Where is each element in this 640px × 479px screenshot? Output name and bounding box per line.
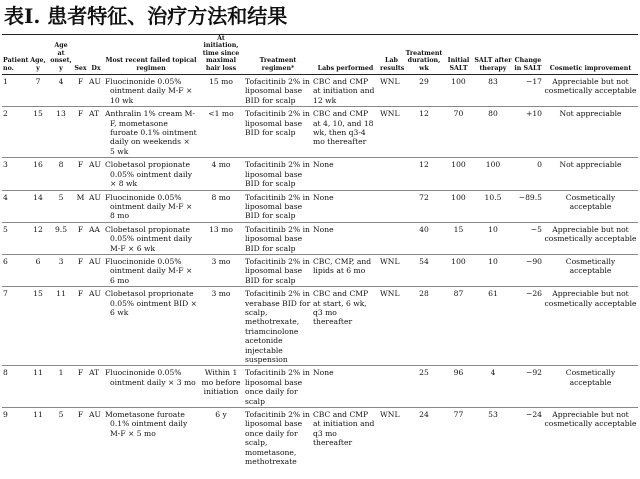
cell-change-in-salt: +10 [513, 107, 543, 158]
cell-dx: AT [88, 107, 104, 158]
cell-time-since-hair-loss: 8 mo [198, 190, 244, 222]
cell-topical-regimen: Fluocinonide 0.05% ointment daily M-F × 10 wk [104, 75, 198, 107]
cell-lab-results [379, 366, 404, 408]
cell-age: 16 [27, 158, 49, 190]
cell-treatment-duration: 25 [404, 366, 444, 408]
cell-initial-salt: 96 [444, 366, 473, 408]
cell-labs-performed: CBC and CMP at initiation and 12 wk [312, 75, 379, 107]
cell-treatment-regimen: Tofacitinib 2% in liposomal base once daily for scalp, mometasone, methotrexate [245, 410, 310, 467]
cell-sex: M [73, 190, 88, 222]
cell-age-at-onset: 5 [49, 190, 73, 222]
table-row [2, 408, 638, 468]
header-age: Age, y [27, 35, 49, 75]
patient-table [2, 34, 638, 467]
cell-age: 11 [27, 366, 49, 408]
cell-treatment-regimen: Tofacitinib 2% in liposomal base BID for scalp [244, 107, 312, 158]
cell-change-in-salt: −5 [513, 222, 543, 254]
cell-sex: F [73, 366, 88, 408]
cell-age-at-onset: 5 [58, 410, 64, 420]
table-row [2, 107, 638, 158]
table-row [2, 287, 638, 366]
cell-sex: F [73, 107, 88, 158]
cell-topical-regimen: Fluocinonide 0.05% ointment daily M-F × 8 mo [104, 190, 198, 222]
cell-sex: F [73, 75, 88, 107]
cell-cosmetic-improvement: Appreciable but not cosmetically acceptable [543, 75, 638, 107]
cell-lab-results: WNL [380, 410, 400, 420]
cell-sex: F [73, 222, 88, 254]
cell-salt-after-therapy: 61 [473, 287, 513, 366]
table-body [2, 75, 638, 468]
table-title-text: 患者特征、治疗方法和结果 [47, 4, 288, 28]
header-time-since-hair-loss: At initiation, time since maximal hair loss [198, 35, 244, 75]
cell-patient-no: 5 [2, 222, 27, 254]
cell-topical-regimen: Fluocinonide 0.05% ointment daily × 3 mo [104, 366, 198, 408]
cell-age: 6 [27, 254, 49, 286]
cell-treatment-duration: 24 [419, 410, 429, 420]
cell-cosmetic-improvement: Appreciable but not cosmetically acceptable [543, 222, 638, 254]
table-title [4, 3, 287, 29]
cell-dx: AU [88, 254, 104, 286]
cell-time-since-hair-loss: 3 mo [198, 287, 244, 366]
cell-lab-results: WNL [379, 287, 404, 366]
header-sex: Sex [73, 35, 88, 75]
cell-dx: AT [88, 366, 104, 408]
cell-initial-salt: 70 [444, 107, 473, 158]
cell-lab-results [379, 190, 404, 222]
cell-labs-performed: None [312, 222, 379, 254]
cell-lab-results [379, 222, 404, 254]
cell-age: 12 [27, 222, 49, 254]
cell-labs-performed: None [312, 158, 379, 190]
cell-salt-after-therapy: 80 [473, 107, 513, 158]
cell-treatment-regimen: Tofacitinib 2% in liposomal base BID for scalp [244, 190, 312, 222]
cell-initial-salt: 77 [453, 410, 464, 420]
table-row [2, 222, 638, 254]
cell-time-since-hair-loss: 13 mo [198, 222, 244, 254]
cell-lab-results: WNL [379, 107, 404, 158]
table-row [2, 75, 638, 107]
cell-labs-performed: CBC, CMP, and lipids at 6 mo [312, 254, 379, 286]
cell-cosmetic-improvement: Not appreciable [543, 107, 638, 158]
header-patient-no: Patient no. [2, 35, 27, 75]
cell-patient-no: 4 [2, 190, 27, 222]
cell-labs-performed: None [312, 366, 379, 408]
cell-patient-no: 9 [3, 410, 8, 420]
header-row [2, 35, 638, 75]
cell-treatment-duration: 54 [404, 254, 444, 286]
cell-salt-after-therapy: 10 [473, 254, 513, 286]
cell-age-at-onset: 13 [49, 107, 73, 158]
cell-treatment-duration: 72 [404, 190, 444, 222]
header-initial-salt: Initial SALT [444, 35, 473, 75]
header-change-in-salt: Change in SALT [513, 35, 543, 75]
cell-time-since-hair-loss: 3 mo [198, 254, 244, 286]
cell-dx: AA [88, 222, 104, 254]
header-dx: Dx [88, 35, 104, 75]
cell-salt-after-therapy: 100 [473, 158, 513, 190]
cell-cosmetic-improvement: Cosmetically acceptable [543, 190, 638, 222]
cell-patient-no: 3 [2, 158, 27, 190]
cell-change-in-salt: −26 [513, 287, 543, 366]
cell-sex: F [73, 287, 88, 366]
header-cosmetic-improvement: Cosmetic improvement [543, 35, 638, 75]
cell-treatment-regimen: Tofacitinib 2% in liposomal base BID for scalp [244, 254, 312, 286]
cell-age: 14 [27, 190, 49, 222]
cell-time-since-hair-loss: 6 y [215, 410, 227, 420]
cell-salt-after-therapy: 53 [488, 410, 498, 420]
cell-time-since-hair-loss: Within 1 mo before initiation [198, 366, 244, 408]
cell-dx: AU [88, 158, 104, 190]
cell-salt-after-therapy: 83 [473, 75, 513, 107]
cell-age-at-onset: 9.5 [49, 222, 73, 254]
cell-treatment-regimen: Tofacitinib 2% in liposomal base BID for scalp [244, 158, 312, 190]
cell-age-at-onset: 8 [49, 158, 73, 190]
cell-change-in-salt: −24 [525, 410, 542, 420]
header-labs-performed: Labs performed [312, 35, 379, 75]
cell-time-since-hair-loss: <1 mo [198, 107, 244, 158]
cell-age: 11 [33, 410, 43, 420]
cell-dx: AU [88, 287, 104, 366]
cell-treatment-duration: 12 [404, 158, 444, 190]
cell-age: 15 [27, 287, 49, 366]
header-treatment-regimen: Treatment regimen* [244, 35, 312, 75]
cell-patient-no: 1 [2, 75, 27, 107]
cell-cosmetic-improvement: Appreciable but not cosmetically acceptable [544, 410, 637, 429]
cell-topical-regimen: Clobetasol propionate 0.05% ointment daily × 8 wk [104, 158, 198, 190]
cell-change-in-salt: −89.5 [513, 190, 543, 222]
cell-age-at-onset: 4 [49, 75, 73, 107]
table-row [2, 366, 638, 408]
header-lab-results: Lab results [379, 35, 404, 75]
cell-labs-performed: CBC and CMP at initiation and q3 mo thereafter [313, 410, 375, 448]
cell-patient-no: 8 [2, 366, 27, 408]
cell-change-in-salt: −92 [513, 366, 543, 408]
table-row [2, 254, 638, 286]
cell-lab-results: WNL [379, 254, 404, 286]
cell-dx: AU [88, 190, 104, 222]
cell-change-in-salt: −90 [513, 254, 543, 286]
cell-patient-no: 7 [2, 287, 27, 366]
cell-treatment-regimen: Tofacitinib 2% in liposomal base once daily for scalp [244, 366, 312, 408]
cell-treatment-duration: 12 [404, 107, 444, 158]
table-title-prefix: 表I. [4, 4, 41, 28]
cell-treatment-duration: 28 [404, 287, 444, 366]
cell-age-at-onset: 3 [49, 254, 73, 286]
cell-salt-after-therapy: 10.5 [473, 190, 513, 222]
cell-lab-results [379, 158, 404, 190]
cell-initial-salt: 100 [444, 158, 473, 190]
cell-sex: F [73, 158, 88, 190]
cell-sex: F [77, 410, 84, 420]
table-row [2, 158, 638, 190]
cell-initial-salt: 100 [444, 254, 473, 286]
cell-labs-performed: CBC and CMP at start, 6 wk, q3 mo thereafter [312, 287, 379, 366]
header-age-at-onset: Age at onset, y [49, 35, 73, 75]
cell-age: 7 [27, 75, 49, 107]
cell-topical-regimen: Clobetasol propionate 0.05% ointment daily M-F × 6 wk [104, 222, 198, 254]
cell-treatment-regimen: Tofacitinib 2% in verabase BID for scalp, methotrexate, triamcinolone acetonide injectable suspension [244, 287, 312, 366]
cell-patient-no: 2 [2, 107, 27, 158]
cell-topical-regimen: Mometasone furoate 0.1% ointment daily M-F × 5 mo [105, 410, 188, 438]
cell-lab-results: WNL [379, 75, 404, 107]
table-row [2, 190, 638, 222]
cell-age-at-onset: 11 [49, 287, 73, 366]
cell-cosmetic-improvement: Not appreciable [543, 158, 638, 190]
cell-time-since-hair-loss: 15 mo [198, 75, 244, 107]
header-treatment-duration: Treatment duration, wk [404, 35, 444, 75]
cell-salt-after-therapy: 10 [473, 222, 513, 254]
header-salt-after-therapy: SALT after therapy [473, 35, 513, 75]
cell-change-in-salt: 0 [513, 158, 543, 190]
cell-labs-performed: None [312, 190, 379, 222]
cell-topical-regimen: Anthralin 1% cream M-F, mometasone furoate 0.1% ointment daily on weekends × 5 wk [104, 107, 198, 158]
cell-treatment-duration: 40 [404, 222, 444, 254]
cell-sex: F [73, 254, 88, 286]
cell-treatment-regimen: Tofacitinib 2% in liposomal base BID for scalp [244, 222, 312, 254]
cell-cosmetic-improvement: Cosmetically acceptable [543, 254, 638, 286]
header-topical-regimen: Most recent failed topical regimen [104, 35, 198, 75]
cell-treatment-regimen: Tofacitinib 2% in liposomal base BID for scalp [244, 75, 312, 107]
cell-labs-performed: CBC and CMP at 4, 10, and 18 wk, then q3-4 mo thereafter [312, 107, 379, 158]
cell-initial-salt: 87 [444, 287, 473, 366]
cell-initial-salt: 100 [444, 75, 473, 107]
cell-age-at-onset: 1 [49, 366, 73, 408]
cell-topical-regimen: Clobetasol proprionate 0.05% ointment BID × 6 wk [104, 287, 198, 366]
cell-dx: AU [88, 75, 104, 107]
cell-cosmetic-improvement: Cosmetically acceptable [543, 366, 638, 408]
cell-topical-regimen: Fluocinonide 0.05% ointment daily M-F × 6 mo [104, 254, 198, 286]
cell-initial-salt: 15 [444, 222, 473, 254]
cell-initial-salt: 100 [444, 190, 473, 222]
cell-cosmetic-improvement: Appreciable but not cosmetically acceptable [543, 287, 638, 366]
cell-dx: AU [89, 410, 101, 420]
cell-time-since-hair-loss: 4 mo [198, 158, 244, 190]
cell-salt-after-therapy: 4 [473, 366, 513, 408]
cell-change-in-salt: −17 [513, 75, 543, 107]
cell-patient-no: 6 [2, 254, 27, 286]
cell-age: 15 [27, 107, 49, 158]
cell-treatment-duration: 29 [404, 75, 444, 107]
